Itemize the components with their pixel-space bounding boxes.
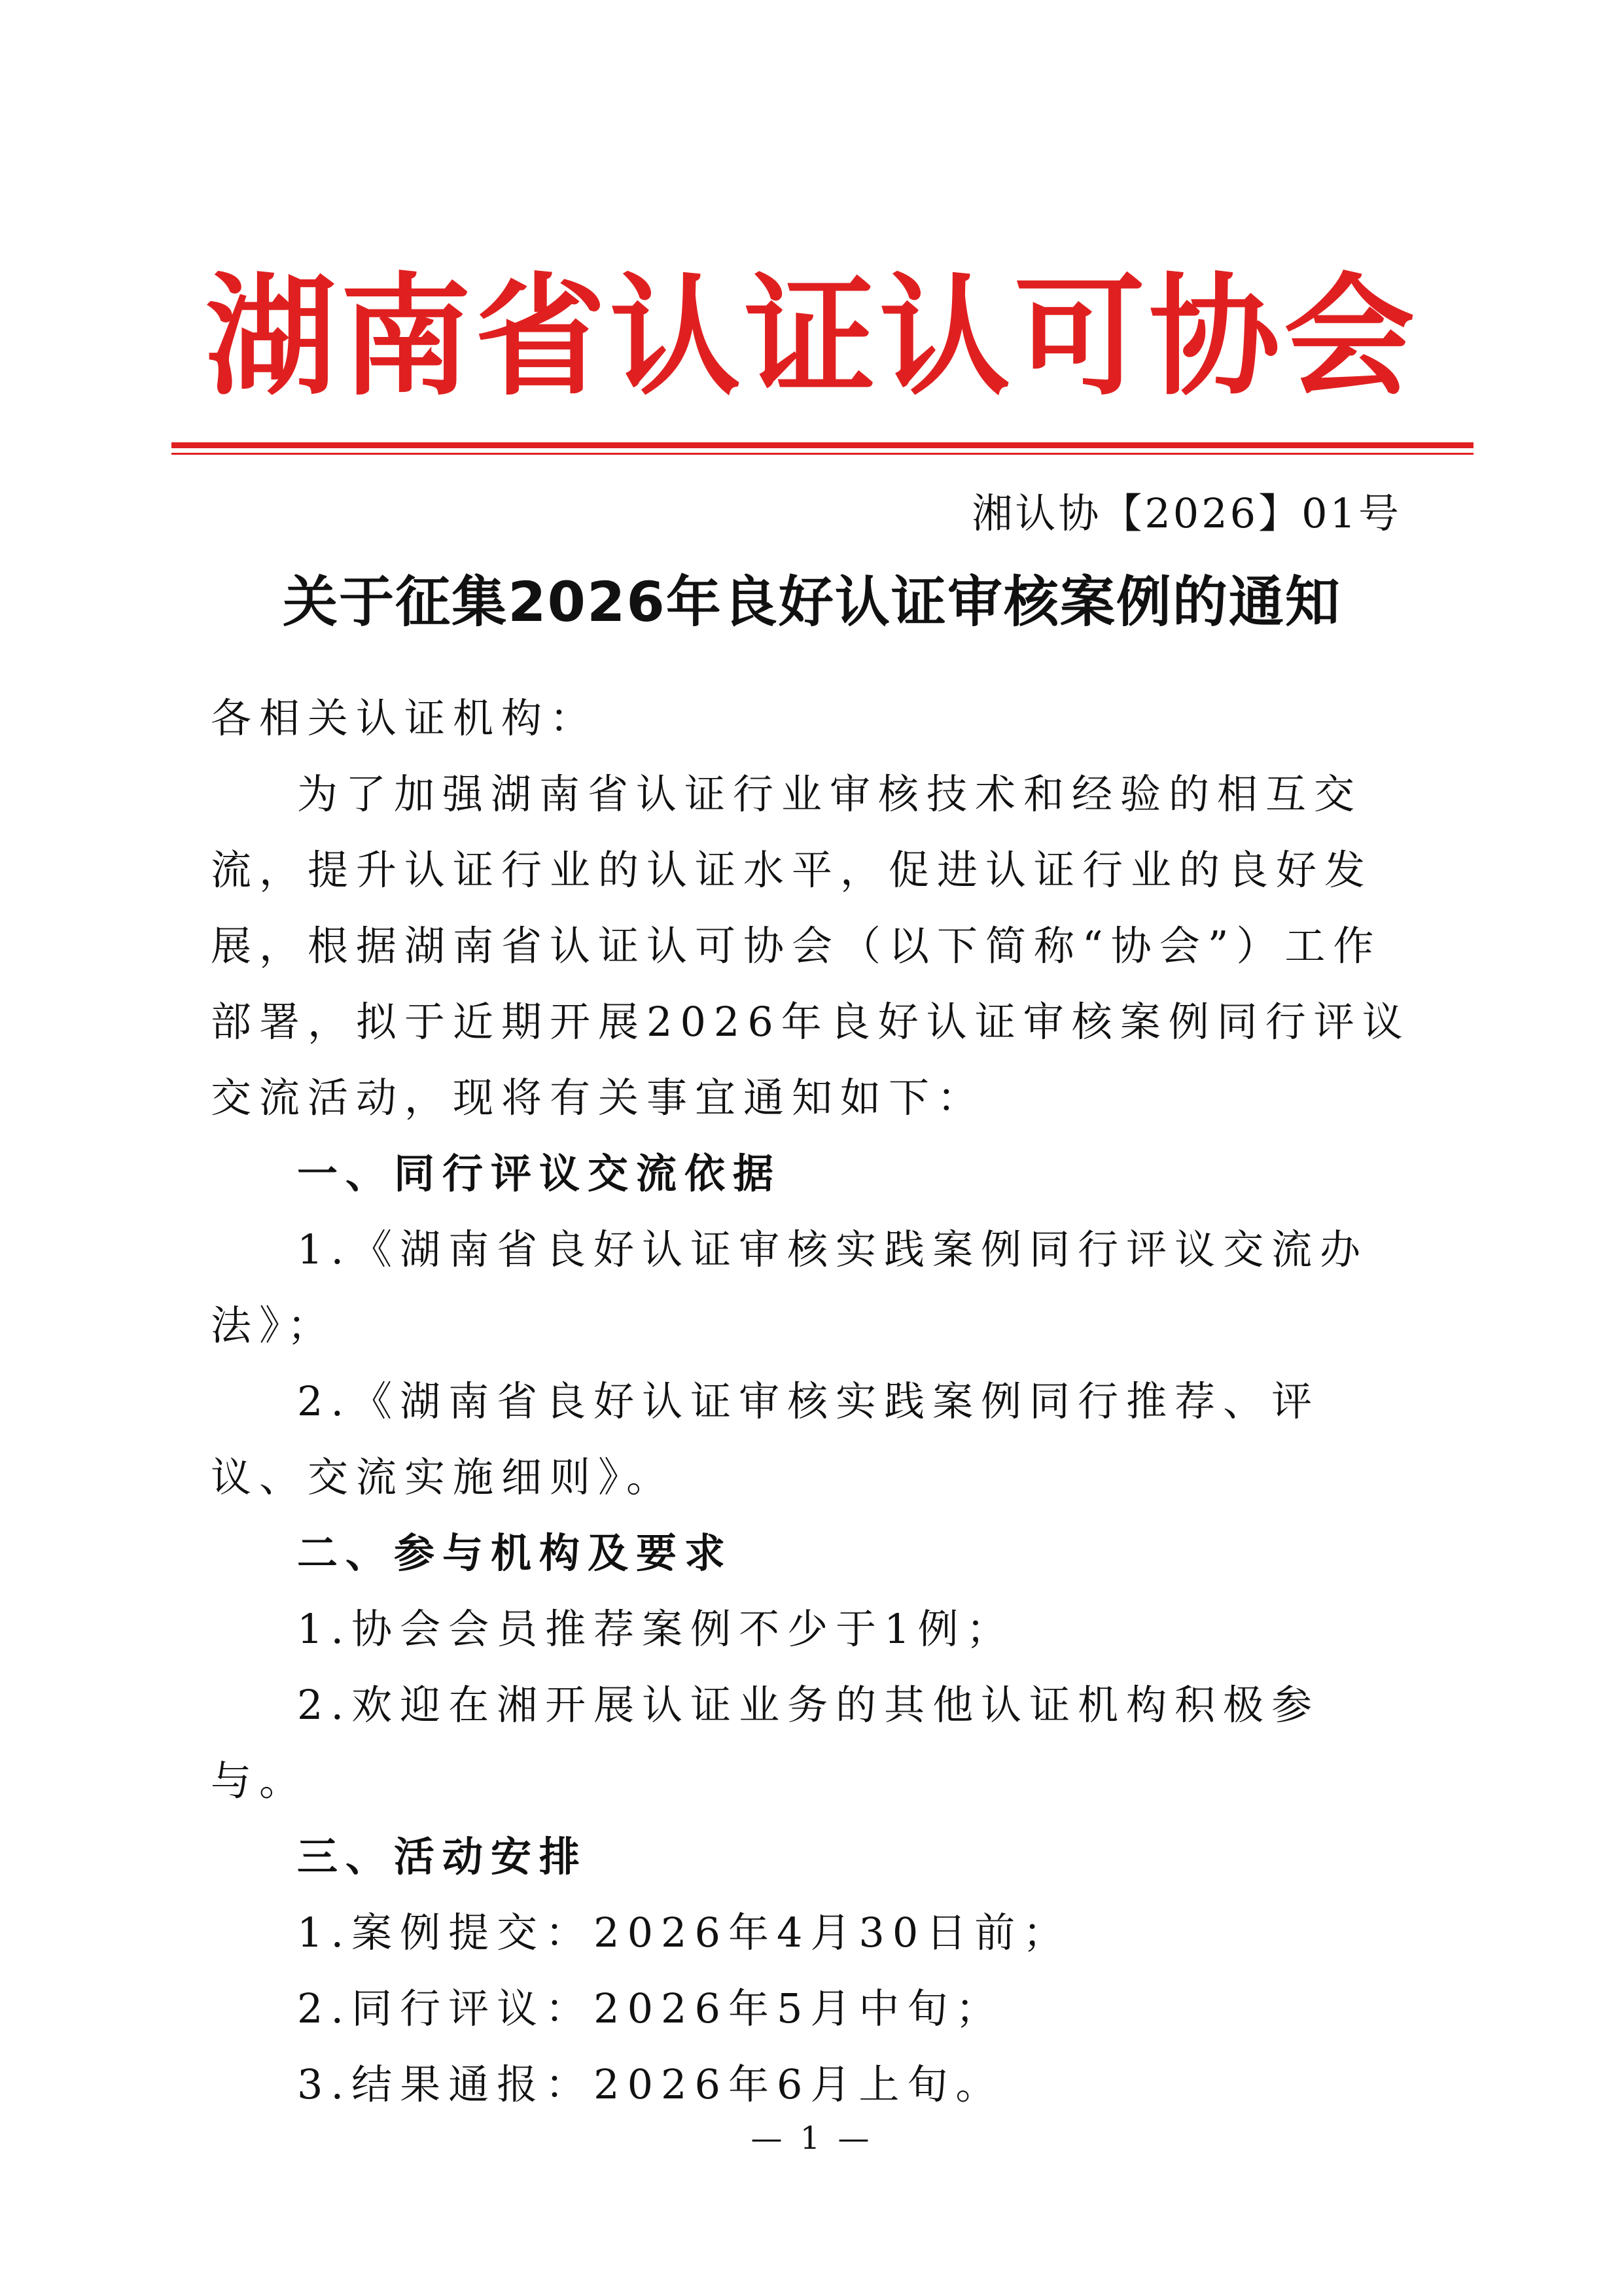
section-2-item-2: 2.欢迎在湘开展认证业务的其他认证机构积极参与。 (211, 1681, 1320, 1805)
intro-paragraph: 为了加强湖南省认证行业审核技术和经验的相互交流，提升认证行业的认证水平，促进认证行业的良好发展，根据湖南省认证认可协会（以下简称“协会”）工作部署，拟于近期开展2026年良好认证审核案例同行评议交流活动，现将有关事宜通知如下： (211, 770, 1411, 1122)
section-3-item-2: 2.同行评议：2026年5月中旬； (297, 1985, 1004, 2032)
document-number: 湘认协【2026】01号 (972, 489, 1402, 537)
section-heading-3: 三、活动安排 (297, 1833, 588, 1881)
section-heading-2: 二、参与机构及要求 (297, 1529, 733, 1577)
section-heading-1: 一、同行评议交流依据 (297, 1150, 782, 1197)
salutation: 各相关认证机构： (211, 694, 599, 742)
section-3-item-1: 1.案例提交：2026年4月30日前； (297, 1909, 1072, 1956)
section-3-item-3: 3.结果通报：2026年6月上旬。 (297, 2060, 1004, 2108)
section-1-item-2: 2.《湖南省良好认证审核实践案例同行推荐、评议、交流实施细则》。 (211, 1377, 1320, 1501)
section-1-item-1: 1.《湖南省良好认证审核实践案例同行评议交流办法》； (211, 1226, 1369, 1349)
organization-header: 湖南省认证认可协会 (205, 260, 1419, 414)
page-number: — 1 — (750, 2120, 874, 2157)
header-rule-thin (171, 453, 1474, 455)
section-2-item-1: 1.协会会员推荐案例不少于1例； (297, 1605, 1015, 1653)
document-title: 关于征集2026年良好认证审核案例的通知 (283, 570, 1341, 634)
header-rule-thick (171, 442, 1474, 448)
body (211, 680, 1415, 2123)
